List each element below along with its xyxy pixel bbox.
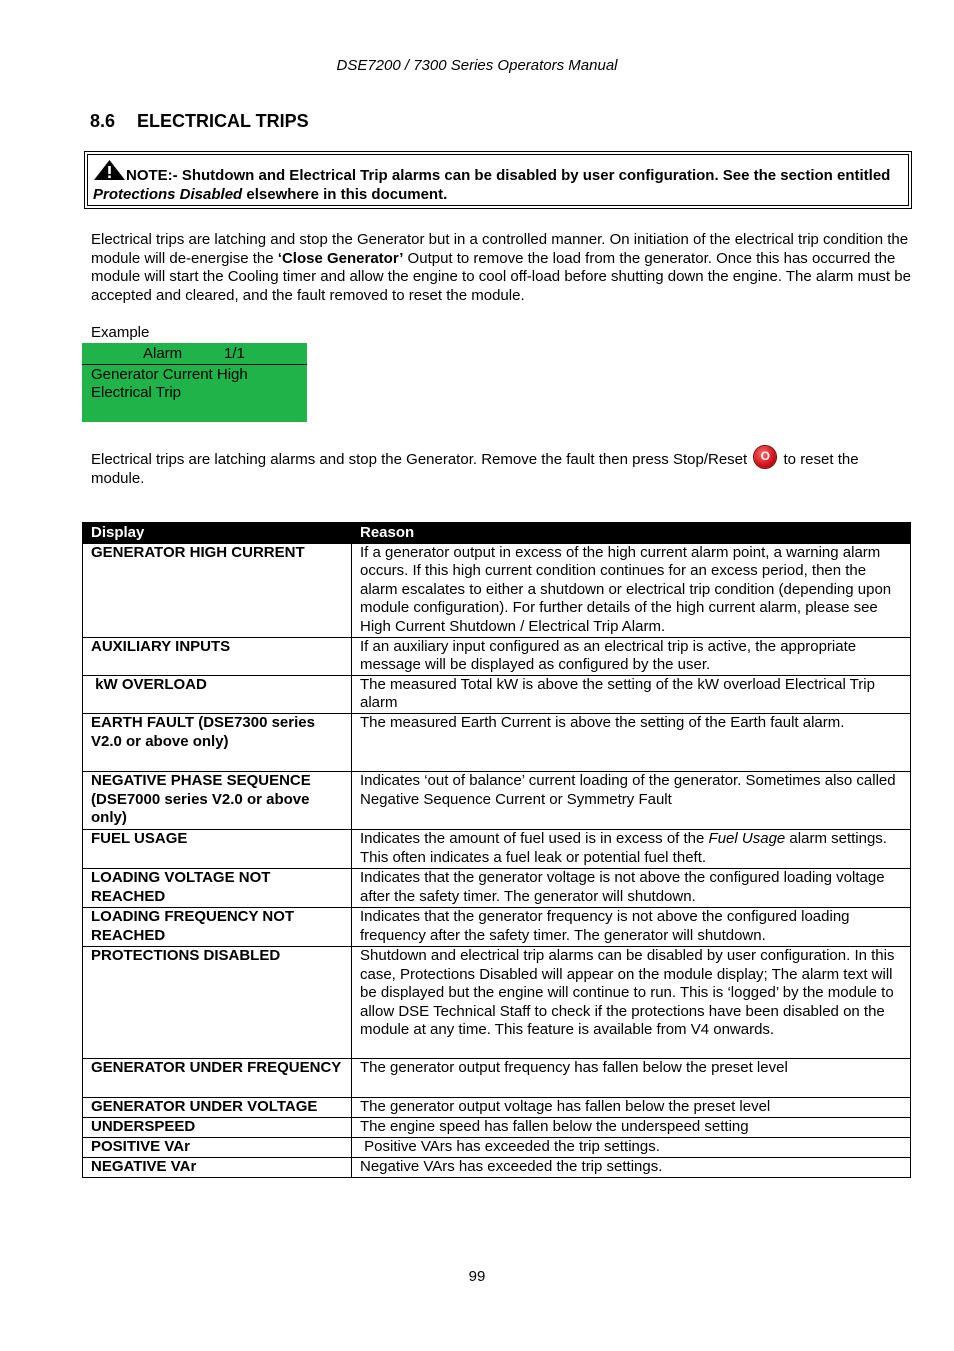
display-cell: PROTECTIONS DISABLED (83, 946, 352, 1058)
reason-cell: Shutdown and electrical trip alarms can be disabled by user configuration. In this case, Protections Disabled will appear on the module display; The alarm text will be displayed but the engine will continue to run. This is ‘logged’ by the module to allow DSE Technical Staff to check if the protections have been disabled on the module at any time. This feature is available from V4 onwards. (352, 946, 911, 1058)
close-generator-label: ‘Close Generator’ (277, 249, 404, 267)
reason-cell: Positive VArs has exceeded the trip settings. (352, 1137, 911, 1157)
section-title: ELECTRICAL TRIPS (137, 111, 309, 131)
display-cell: kW OVERLOAD (83, 675, 352, 713)
display-cell: EARTH FAULT (DSE7300 series V2.0 or above only) (83, 713, 352, 771)
table-row (83, 829, 911, 868)
reason-cell: The measured Earth Current is above the setting of the Earth fault alarm. (352, 713, 911, 771)
table-row (83, 1157, 911, 1177)
reason-text-rest: alarm settings. This often indicates a fuel leak or potential fuel theft. (360, 829, 887, 866)
lcd-header (82, 343, 307, 365)
electrical-trips-table (82, 522, 911, 1178)
display-cell: POSITIVE VAr (83, 1137, 352, 1157)
table-row (83, 543, 911, 637)
running-header: DSE7200 / 7300 Series Operators Manual (336, 57, 618, 74)
lcd-line-1: Generator Current High (91, 366, 248, 383)
note-box (84, 151, 912, 209)
page-number: 99 (468, 1268, 486, 1285)
reason-cell: If a generator output in excess of the high current alarm point, a warning alarm occurs. If this high current condition continues for an excess period, then the alarm escalates to either a shutdown or electrical trip condition (depending upon module configuration). For further details of the high current alarm, please see High Current Shutdown / Electrical Trip Alarm. (352, 543, 911, 637)
table-row (83, 771, 911, 829)
reset-text-rest: to reset the module. (91, 451, 859, 487)
lcd-body (82, 365, 307, 402)
stop-reset-button-icon (754, 446, 776, 468)
lcd-alarm-title: Alarm (143, 345, 183, 362)
note-text (87, 154, 909, 206)
section-heading (90, 111, 309, 132)
table-row (83, 946, 911, 1058)
display-cell: AUXILIARY INPUTS (83, 637, 352, 675)
display-cell: FUEL USAGE (83, 829, 352, 868)
table-row (83, 637, 911, 675)
section-number: 8.6 (90, 111, 116, 131)
display-cell: GENERATOR UNDER FREQUENCY (83, 1058, 352, 1097)
intro-text-rest: Output to remove the load from the generator. Once this has occurred the module will start the Cooling timer and allow the engine to cool off-load before shutting down the engine. The alarm must be accepted and cleared, and the fault removed to reset the module. (91, 249, 911, 305)
reason-text: Indicates the amount of fuel used is in excess of the (360, 829, 709, 847)
table-header-row (83, 523, 911, 544)
reason-cell: If an auxiliary input configured as an electrical trip is active, the appropriate message will be displayed as configured by the user. (352, 637, 911, 675)
column-header-display: Display (83, 523, 352, 544)
reason-cell: The generator output frequency has fallen below the preset level (352, 1058, 911, 1097)
column-header-reason: Reason (352, 523, 911, 544)
display-cell: GENERATOR UNDER VOLTAGE (83, 1097, 352, 1117)
display-cell: NEGATIVE PHASE SEQUENCE (DSE7000 series V2.0 or above only) (83, 771, 352, 829)
lcd-line-2: Electrical Trip (91, 384, 182, 401)
table-row (83, 868, 911, 907)
reset-paragraph (91, 446, 911, 488)
display-cell: LOADING FREQUENCY NOT REACHED (83, 907, 352, 946)
table-row (83, 1058, 911, 1097)
warning-triangle-icon (93, 159, 126, 181)
reason-cell: The engine speed has fallen below the underspeed setting (352, 1117, 911, 1137)
lcd-display-example (82, 343, 307, 422)
reason-cell: Negative VArs has exceeded the trip settings. (352, 1157, 911, 1177)
table-row (83, 907, 911, 946)
lcd-alarm-counter: 1/1 (224, 345, 245, 362)
reason-cell (352, 829, 911, 868)
table-row (83, 1097, 911, 1117)
reset-text: Electrical trips are latching alarms and stop the Generator. Remove the fault then press Stop/Reset (91, 451, 752, 468)
example-label: Example (91, 324, 150, 341)
note-prefix: NOTE:- Shutdown and Electrical Trip alarms can be disabled by user configuration. See the section entitled (126, 167, 891, 184)
display-cell: NEGATIVE VAr (83, 1157, 352, 1177)
table-row (83, 1137, 911, 1157)
intro-paragraph (91, 231, 911, 306)
table-row (83, 713, 911, 771)
display-cell: GENERATOR HIGH CURRENT (83, 543, 352, 637)
intro-text: Electrical trips are latching and stop the Generator but in a controlled manner. On initiation of the electrical trip condition the module will de-energise the (91, 231, 909, 267)
reason-cell: The generator output voltage has fallen below the preset level (352, 1097, 911, 1117)
table-row (83, 675, 911, 713)
stop-reset-glyph: O (760, 449, 771, 463)
note-emphasis: Protections Disabled (93, 186, 243, 203)
note-suffix: elsewhere in this document. (242, 186, 448, 203)
reason-cell: Indicates ‘out of balance’ current loading of the generator. Sometimes also called Negative Sequence Current or Symmetry Fault (352, 771, 911, 829)
display-cell: LOADING VOLTAGE NOT REACHED (83, 868, 352, 907)
display-cell: UNDERSPEED (83, 1117, 352, 1137)
reason-cell: The measured Total kW is above the setting of the kW overload Electrical Trip alarm (352, 675, 911, 713)
reason-cell: Indicates that the generator voltage is not above the configured loading voltage after the safety timer. The generator will shutdown. (352, 868, 911, 907)
reason-cell: Indicates that the generator frequency is not above the configured loading frequency after the safety timer. The generator will shutdown. (352, 907, 911, 946)
fuel-usage-term: Fuel Usage (708, 829, 786, 847)
table-row (83, 1117, 911, 1137)
